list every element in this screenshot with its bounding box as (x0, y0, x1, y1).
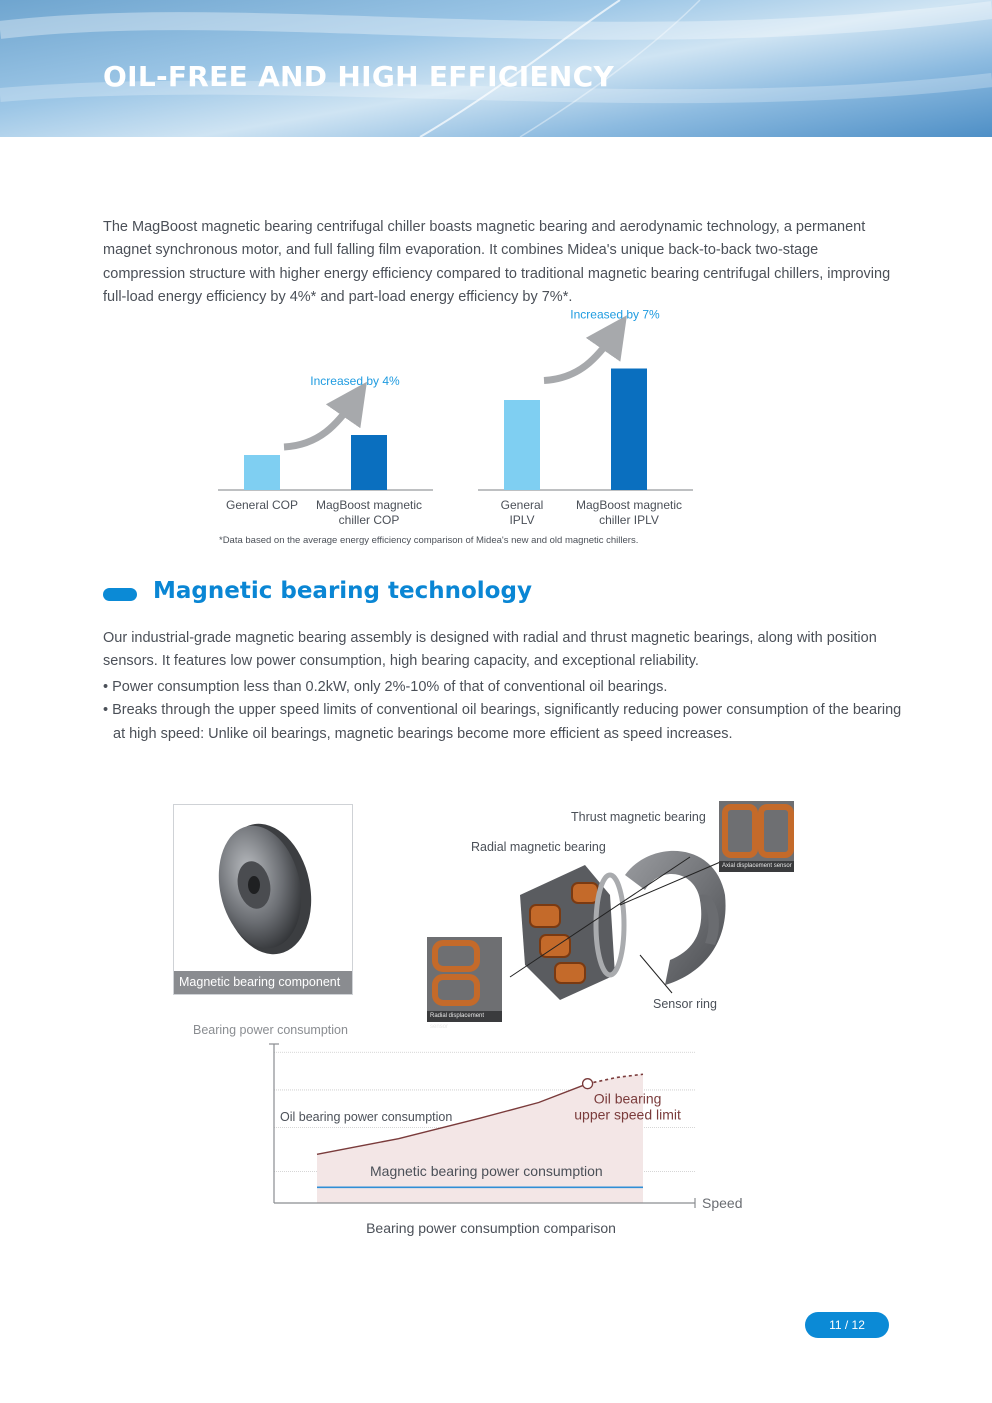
bearing-disc-image (174, 805, 352, 971)
axial-sensor-inset (719, 801, 794, 872)
bar-category-label: MagBoost magnetic (575, 498, 683, 512)
y-axis-label: Bearing power consumption (193, 1023, 348, 1037)
bar-category-label: MagBoost magnetic (315, 498, 423, 512)
bullet-item: • Power consumption less than 0.2kW, only 2%-10% of that of conventional oil bearings. (103, 679, 668, 695)
bearing-component-photo (173, 804, 353, 995)
bar (504, 400, 540, 490)
x-axis-label: Speed (702, 1195, 743, 1211)
speed-limit-label: Oil bearing (593, 1090, 662, 1107)
bar-category-label: chiller COP (338, 513, 400, 527)
iplv-bar-chart (478, 308, 693, 528)
page-title: OIL-FREE AND HIGH EFFICIENCY (103, 60, 615, 93)
increase-arrow (544, 333, 615, 381)
radial-sensor-inset (427, 937, 502, 1030)
speed-limit-marker (583, 1079, 593, 1089)
increase-annotation: Increased by 7% (570, 307, 660, 322)
magnetic-series-label: Magnetic bearing power consumption (370, 1163, 603, 1179)
chart-footnote: *Data based on the average energy efficiency comparison of Midea's new and old magnetic chillers. (219, 535, 639, 546)
bullet-item: • Breaks through the upper speed limits of conventional oil bearings, significantly reducing power consumption of the bearing at high speed: Unlike oil bearings, magnetic bearings become more efficient as speed increases. (103, 702, 902, 742)
bar (244, 455, 280, 490)
photo-caption: Magnetic bearing component (174, 971, 352, 994)
header-banner (0, 0, 992, 137)
section-body: Our industrial-grade magnetic bearing assembly is designed with radial and thrust magnetic bearings, along with position sensors. It features low power consumption, high bearing capacity, and exceptional reliability. (103, 630, 877, 670)
bar (351, 435, 387, 490)
bar-category-label: General COP (225, 498, 299, 512)
axial-sensor-caption: Axial displacement sensor (719, 861, 794, 872)
page-number-badge: 11 / 12 (805, 1312, 889, 1338)
power-consumption-chart (180, 1018, 780, 1243)
section-pill-icon (103, 588, 137, 601)
sensor-ring-label: Sensor ring (653, 997, 717, 1011)
efficiency-bar-charts (0, 300, 992, 540)
thrust-bearing-label: Thrust magnetic bearing (571, 810, 706, 824)
bar-category-label: General (500, 498, 544, 512)
radial-sensor-caption: Radial displacement sensor (427, 1011, 502, 1022)
bar (611, 369, 647, 491)
line-chart-title: Bearing power consumption comparison (366, 1220, 616, 1236)
bullet-list (103, 676, 903, 746)
radial-sensor-image (427, 937, 502, 1011)
bar-category-label: IPLV (509, 513, 535, 527)
radial-bearing-label: Radial magnetic bearing (471, 840, 606, 854)
cop-bar-chart (218, 374, 433, 527)
bar-category-label: chiller IPLV (599, 513, 659, 527)
increase-arrow (284, 399, 355, 447)
axial-sensor-image (719, 801, 794, 861)
oil-series-label: Oil bearing power consumption (280, 1110, 453, 1124)
intro-paragraph: The MagBoost magnetic bearing centrifugal chiller boasts magnetic bearing and aerodynamic technology, a permanent magnet synchronous motor, and full falling film evaporation. It combines Midea's unique back-to-back two-stage compression structure with higher energy efficiency compared to traditional magnetic bearing centrifugal chillers, improving full-load energy efficiency by 4%* and part-load energy efficiency by 7%*. (103, 219, 891, 305)
increase-annotation: Increased by 4% (310, 374, 400, 388)
speed-limit-label: upper speed limit (574, 1106, 681, 1123)
section-title: Magnetic bearing technology (153, 578, 532, 604)
